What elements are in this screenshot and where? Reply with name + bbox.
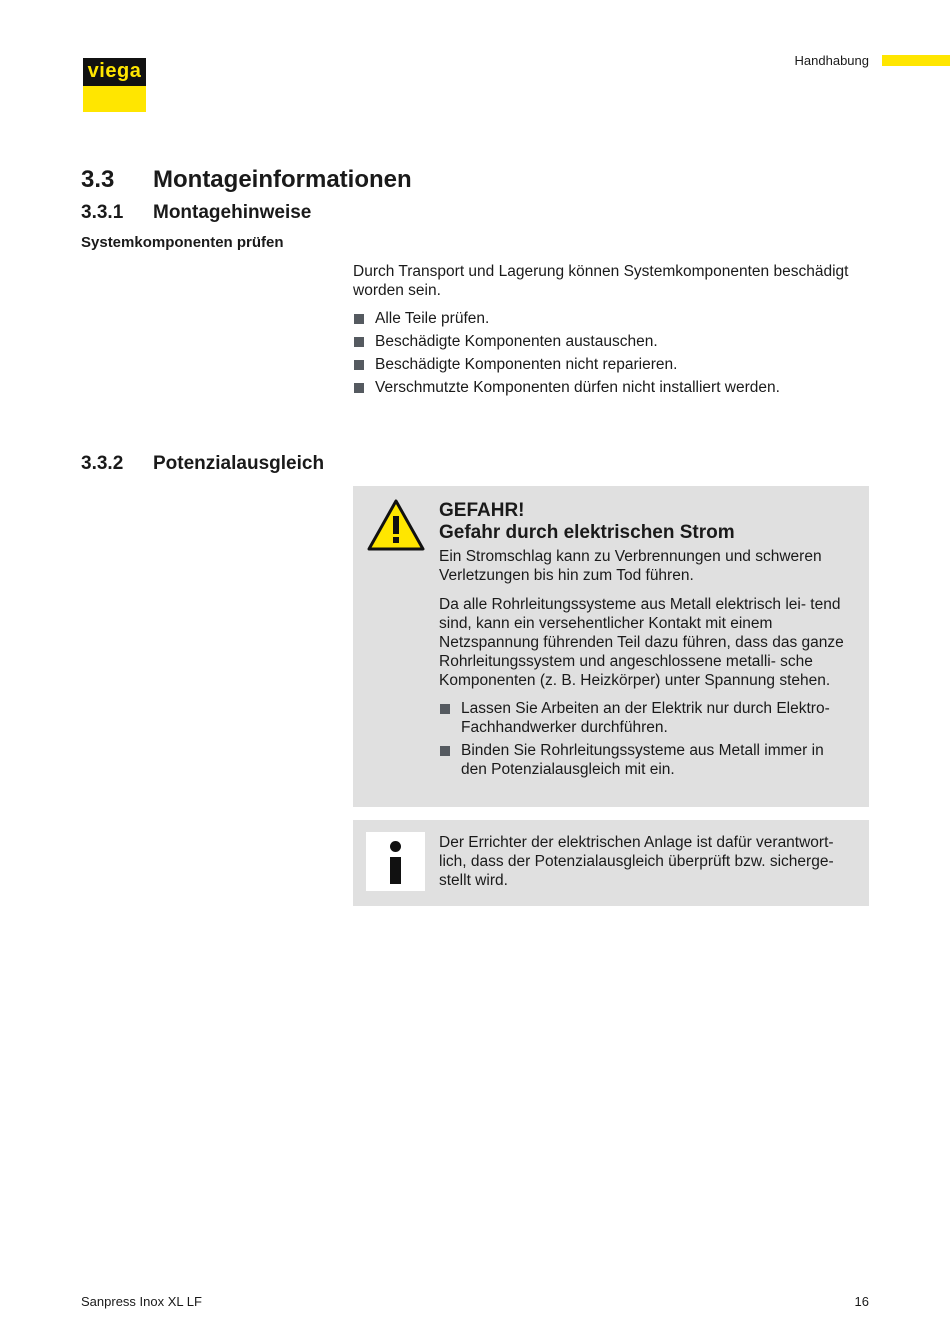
section-title: Montageinformationen — [153, 166, 412, 193]
subsection-title: Potenzialausgleich — [153, 453, 325, 474]
danger-text — [439, 500, 847, 783]
info-icon — [366, 832, 425, 891]
subsection-heading-potenzialausgleich — [81, 453, 324, 475]
danger-signal-word: GEFAHR! — [439, 500, 525, 521]
info-text: Der Errichter der elektrischen Anlage ist dafür verantwort- lich, dass der Potenzialausgleich überprüft bzw. sicherge- stellt wird. — [439, 834, 834, 889]
header-accent-bar — [882, 55, 950, 66]
square-bullet-icon — [354, 314, 364, 324]
square-bullet-icon — [354, 383, 364, 393]
list-item: Lassen Sie Arbeiten an der Elektrik nur durch Elektro-Fachhandwerker durchführen. — [439, 699, 847, 737]
danger-notice-box — [353, 486, 869, 807]
list-item: Binden Sie Rohrleitungssysteme aus Metall immer in den Potenzialausgleich mit ein. — [439, 741, 847, 779]
intro-paragraph: Durch Transport und Lagerung können Systemkomponenten beschädigt worden sein. — [353, 263, 849, 299]
section-number: 3.3 — [81, 166, 115, 193]
subsection-number: 3.3.2 — [81, 453, 124, 474]
footer-product-name: Sanpress Inox XL LF — [81, 1294, 202, 1309]
square-bullet-icon — [354, 360, 364, 370]
page-number: 16 — [854, 1294, 869, 1309]
check-list — [353, 309, 869, 397]
montagehinweise-content — [353, 262, 869, 401]
danger-paragraph-1: Ein Stromschlag kann zu Verbrennungen und schweren Verletzungen bis hin zum Tod führen. — [439, 548, 822, 584]
subsection-number: 3.3.1 — [81, 202, 124, 223]
square-bullet-icon — [440, 746, 450, 756]
list-item: Alle Teile prüfen. — [353, 309, 869, 328]
danger-title: Gefahr durch elektrischen Strom — [439, 522, 735, 543]
logo-yellow-block — [83, 86, 146, 112]
list-item: Beschädigte Komponenten austauschen. — [353, 332, 869, 351]
subheading-systemkomponenten: Systemkomponenten prüfen — [81, 234, 284, 251]
list-item: Verschmutzte Komponenten dürfen nicht installiert werden. — [353, 378, 869, 397]
warning-triangle-icon — [366, 498, 426, 552]
danger-paragraph-2: Da alle Rohrleitungssysteme aus Metall elektrisch lei- tend sind, kann ein versehentlicher Kontakt mit einem Netzspannung führenden Teil dazu führen, dass das ganze Rohrleitungssystem und angeschlossene metalli- sche Komponenten (z. B. Heizkörper) unter Spannung stehen. — [439, 596, 844, 689]
section-heading — [81, 166, 412, 194]
logo-wordmark: viega — [83, 58, 146, 86]
viega-logo — [83, 58, 146, 112]
info-notice-box — [353, 820, 869, 906]
square-bullet-icon — [354, 337, 364, 347]
subsection-heading-montagehinweise — [81, 202, 311, 224]
danger-list — [439, 699, 847, 779]
subsection-title: Montagehinweise — [153, 202, 312, 223]
header-section-title: Handhabung — [794, 53, 869, 68]
square-bullet-icon — [440, 704, 450, 714]
list-item: Beschädigte Komponenten nicht reparieren. — [353, 355, 869, 374]
